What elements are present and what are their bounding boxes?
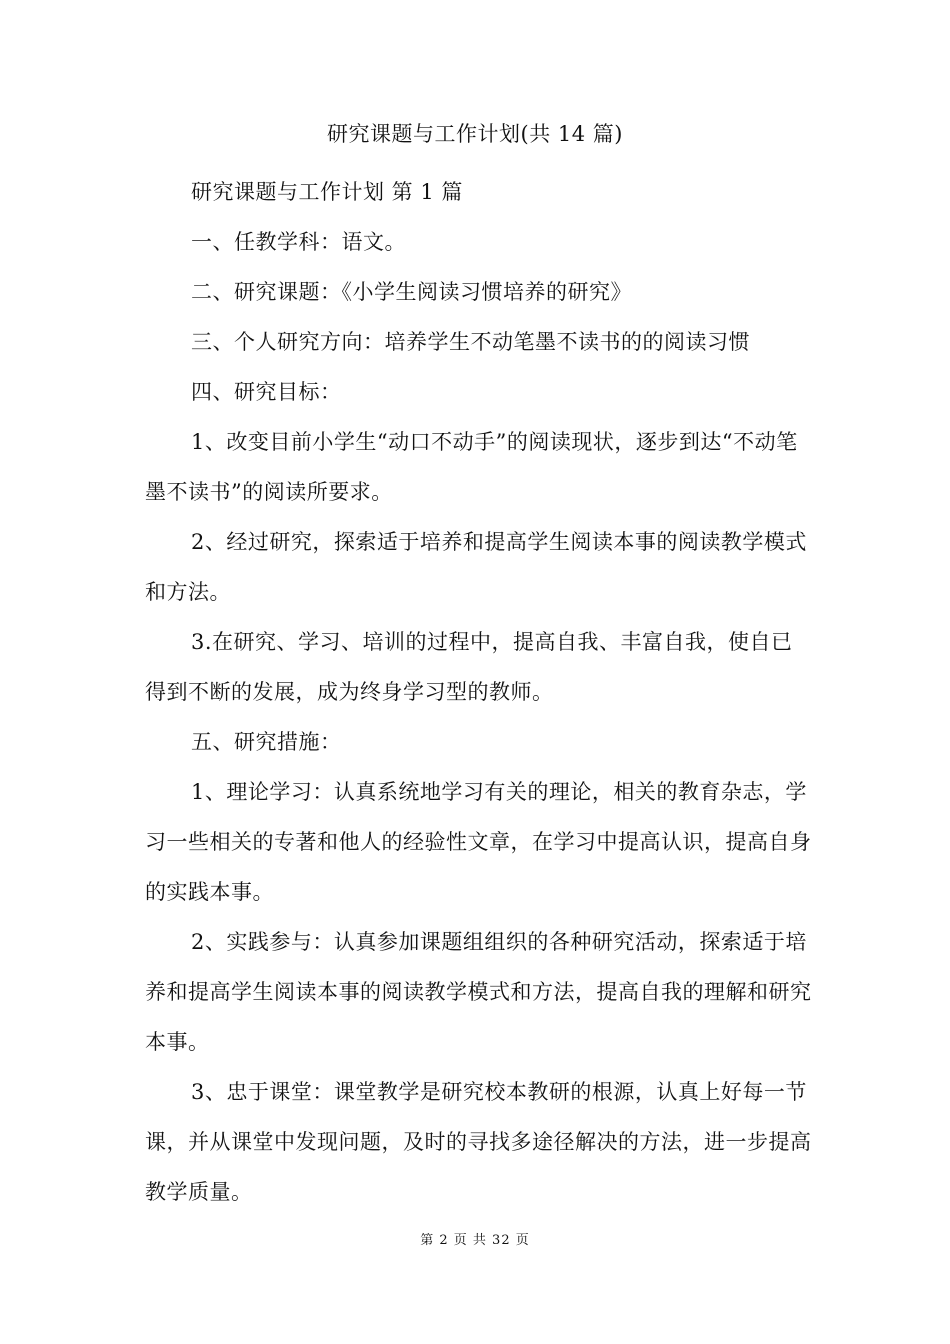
paragraph-measure-2: 2、实践参与：认真参加课题组组织的各种研究活动，探索适于培养和提高学生阅读本事的阅读教学模式和方法，提高自我的理解和研究本事。 — [145, 930, 812, 1054]
paragraph-goal-1: 1、改变目前小学生“动口不动手”的阅读现状，逐步到达“不动笔墨不读书”的阅读所要求。 — [145, 430, 798, 504]
paragraph-measure-1: 1、理论学习：认真系统地学习有关的理论，相关的教育杂志，学习一些相关的专著和他人的经验性文章，在学习中提高认识，提高自身的实践本事。 — [145, 780, 812, 904]
paragraph-direction: 三、个人研究方向：培养学生不动笔墨不读书的的阅读习惯 — [191, 330, 750, 354]
page-footer: 第 2 页 共 32 页 — [420, 1233, 530, 1248]
document-body — [145, 167, 813, 1217]
paragraph-goal-3: 3.在研究、学习、培训的过程中，提高自我、丰富自我，使自已得到不断的发展，成为终身学习型的教师。 — [145, 630, 793, 704]
paragraph-topic: 二、研究课题：《小学生阅读习惯培养的研究》 — [191, 280, 632, 304]
paragraph-measure-3: 3、忠于课堂：课堂教学是研究校本教研的根源，认真上好每一节课，并从课堂中发现问题，及时的寻找多途径解决的方法，进一步提高教学质量。 — [145, 1080, 812, 1204]
paragraph-goals-heading: 四、研究目标： — [191, 380, 342, 404]
paragraph-subject: 一、任教学科：语文。 — [191, 230, 406, 254]
paragraph-goal-2: 2、经过研究，探索适于培养和提高学生阅读本事的阅读教学模式和方法。 — [145, 530, 807, 604]
document-title: 研究课题与工作计划(共 14 篇) — [327, 122, 623, 146]
paragraph-measures-heading: 五、研究措施： — [191, 730, 342, 754]
section-heading: 研究课题与工作计划 第 1 篇 — [191, 180, 463, 204]
